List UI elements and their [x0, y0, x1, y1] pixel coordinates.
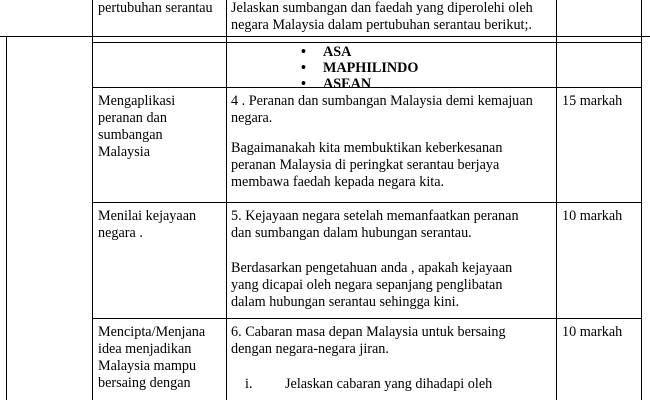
row-4-criteria-line-1: Mencipta/Menjana — [98, 324, 206, 340]
page-break-line — [0, 36, 650, 37]
row-2-task-line-4: peranan Malaysia di peringkat serantau berjaya — [231, 157, 500, 173]
row-3-task-line-4: yang dicapai oleh negara sepanjang penglibatan — [231, 277, 503, 293]
row-3-task-line-1: 5. Kejayaan negara setelah memanfaatkan peranan — [231, 208, 519, 224]
row-3-criteria-line-1: Menilai kejayaan — [98, 208, 197, 224]
row-2-task-line-3: Bagaimanakah kita membuktikan keberkesanan — [231, 140, 503, 156]
table-border-left — [92, 0, 93, 400]
page-edge-left — [6, 37, 7, 400]
bullet-item-asa: • ASA — [301, 44, 418, 60]
row-2-marks: 15 markah — [562, 93, 623, 109]
row-4-criteria-line-2: idea menjadikan — [98, 341, 192, 357]
row-3-task-line-3: Berdasarkan pengetahuan anda , apakah kejayaan — [231, 260, 513, 276]
row-3-task-line-5: dalam hubungan serantau sehingga kini. — [231, 294, 460, 310]
row-2-task-line-5: membawa faedah kepada negara kita. — [231, 174, 445, 190]
table-border-col3 — [556, 0, 557, 400]
row-2-criteria-line-2: peranan dan — [98, 110, 167, 126]
row-4-marks: 10 markah — [562, 324, 623, 340]
row-2-task-line-2: negara. — [231, 110, 273, 126]
table-border-row4 — [92, 318, 642, 319]
row-3-criteria-line-2: negara . — [98, 225, 143, 241]
organization-bullet-list — [301, 44, 418, 92]
row-4-criteria-line-3: Malaysia mampu — [98, 358, 197, 374]
row-0-task-line-2: negara Malaysia dalam pertubuhan serantau berikut;. — [231, 17, 532, 33]
row-2-task-line-1: 4 . Peranan dan sumbangan Malaysia demi kemajuan — [231, 93, 533, 109]
row-0-task-line-1: Jelaskan sumbangan dan faedah yang diperolehi oleh — [231, 0, 533, 16]
table-border-right — [641, 0, 642, 400]
row-0-criteria-line-1: pertubuhan serantau — [98, 0, 213, 16]
row-2-criteria-line-1: Mengaplikasi — [98, 93, 176, 109]
row-4-task-line-1: 6. Cabaran masa depan Malaysia untuk bersaing — [231, 324, 506, 340]
row-2-criteria-line-3: sumbangan — [98, 127, 163, 143]
row-2-criteria-line-4: Malaysia — [98, 144, 151, 160]
row-4-task-line-2: dengan negara-negara jiran. — [231, 341, 389, 357]
table-border-row3 — [92, 202, 642, 203]
table-border-row1 — [92, 42, 642, 43]
row-4-criteria-line-4: bersaing dengan — [98, 375, 191, 391]
row-3-task-line-2: dan sumbangan dalam hubungan serantau. — [231, 225, 472, 241]
bullet-item-maphilindo: • MAPHILINDO — [301, 60, 418, 76]
row-3-marks: 10 markah — [562, 208, 623, 224]
row-4-subitem-number: i. — [245, 376, 253, 392]
bullet-item-asean: • ASEAN — [301, 76, 418, 92]
row-4-subitem-line-1: Jelaskan cabaran yang dihadapi oleh — [285, 376, 493, 392]
table-border-col2 — [226, 0, 227, 400]
